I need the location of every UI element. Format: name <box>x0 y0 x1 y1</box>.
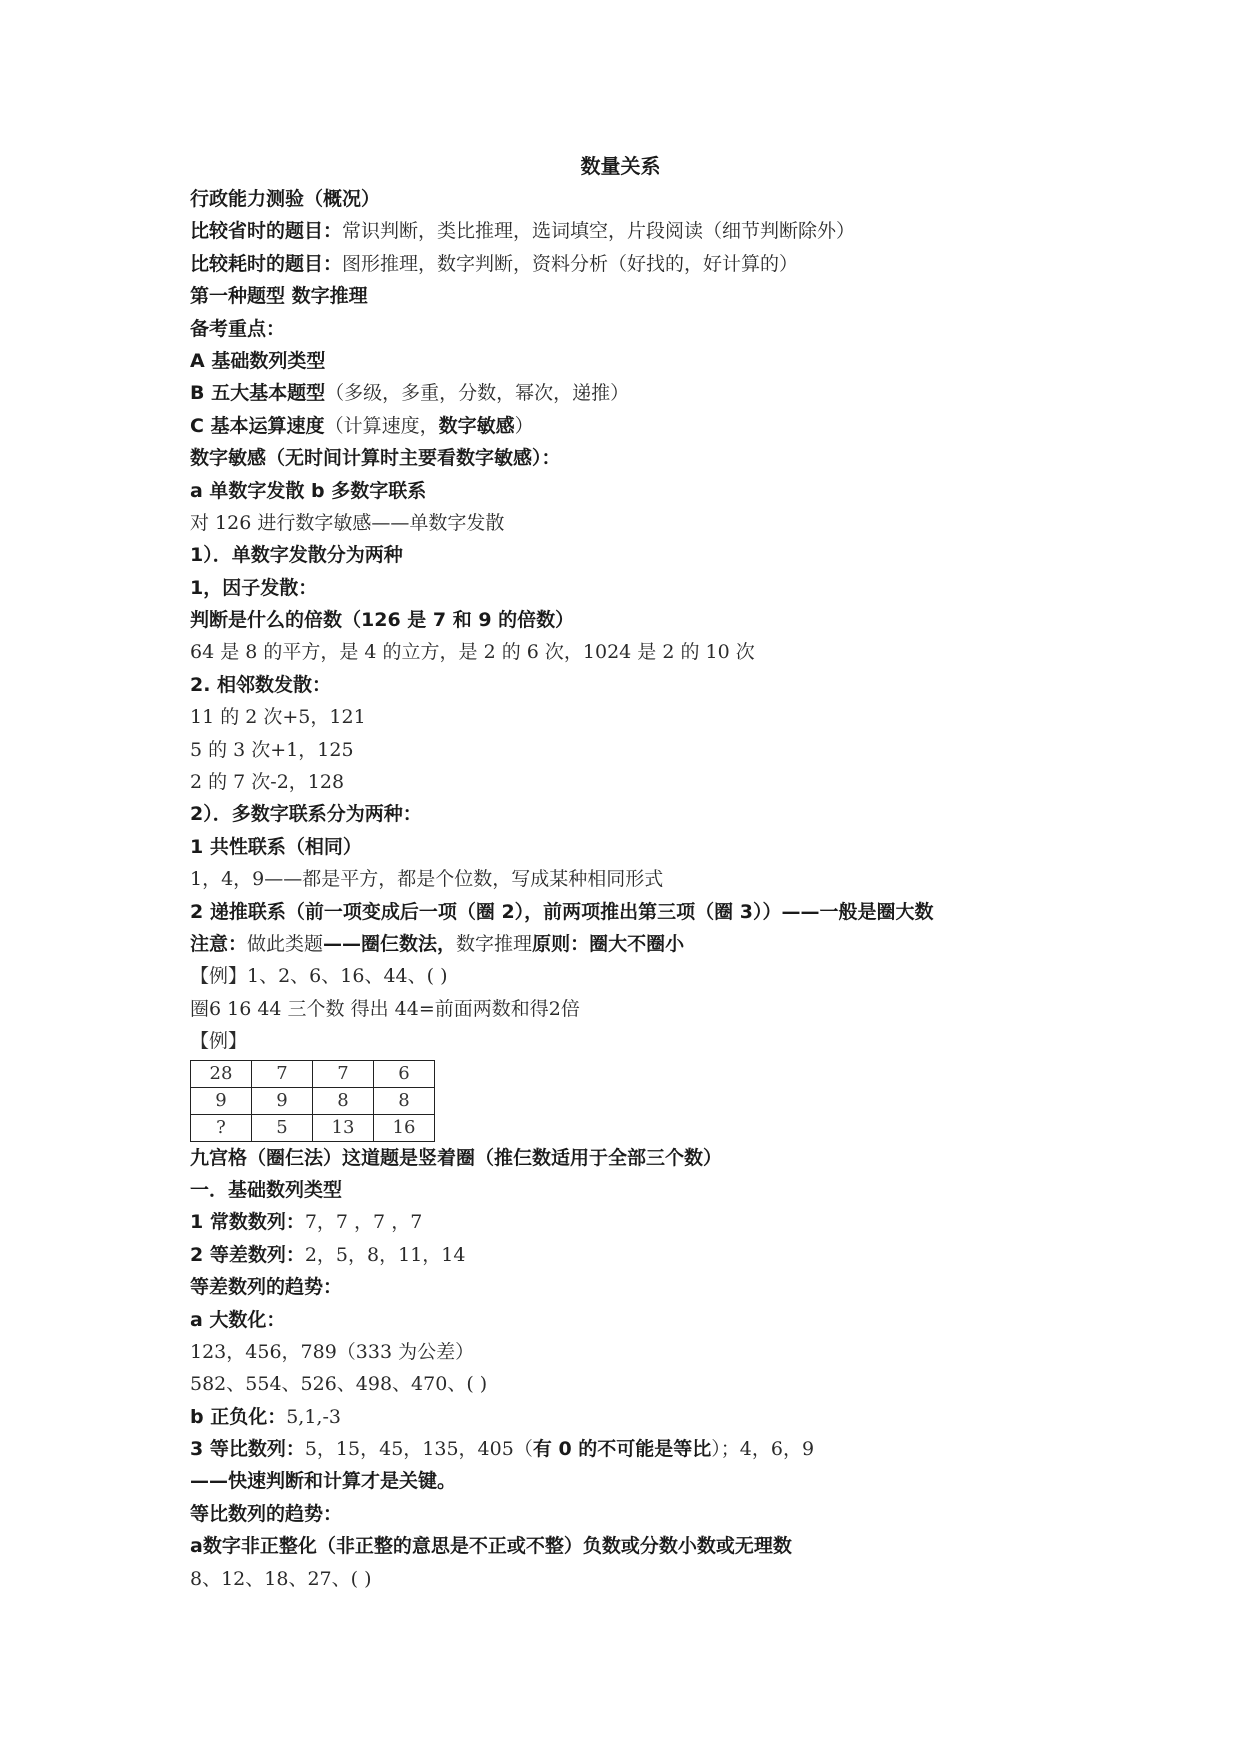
text-segment: 5,1,-3 <box>286 1405 341 1428</box>
number-grid-table <box>190 1060 435 1142</box>
text-segment: 1，4，9——都是平方，都是个位数，写成某种相同形式 <box>190 868 664 891</box>
text-segment: 判断是什么的倍数（126 是 7 和 9 的倍数） <box>190 609 575 632</box>
text-segment: 有 0 的不可能是等比 <box>532 1438 712 1461</box>
text-segment: 1 共性联系（相同） <box>190 835 362 858</box>
text-line <box>190 766 1190 798</box>
table-cell: 7 <box>313 1060 374 1087</box>
text-segment: 数字推理 <box>456 932 533 955</box>
text-line <box>190 1206 1190 1238</box>
text-segment: 1，因子发散： <box>190 576 318 599</box>
text-segment: 3 等比数列： <box>190 1438 305 1461</box>
text-line <box>190 831 1190 863</box>
text-line <box>190 1174 1190 1206</box>
text-segment: a 大数化： <box>190 1308 286 1331</box>
text-line <box>190 604 1190 636</box>
text-segment: 等比数列的趋势： <box>190 1502 343 1525</box>
text-segment: ——圈仨数法， <box>323 932 457 955</box>
text-segment: 比较省时的题目： <box>190 220 343 243</box>
text-line <box>190 572 1190 604</box>
text-segment: ——快速判断和计算才是关键。 <box>190 1470 457 1493</box>
text-line <box>190 475 1190 507</box>
text-line <box>190 377 1190 409</box>
text-line <box>190 539 1190 571</box>
table-row <box>191 1087 435 1114</box>
text-line <box>190 1368 1190 1400</box>
table-row <box>191 1060 435 1087</box>
text-segment: 582、554、526、498、470、( ) <box>190 1373 488 1396</box>
text-segment: ） <box>514 414 534 437</box>
text-segment: b 正负化： <box>190 1405 287 1428</box>
table-cell: 28 <box>191 1060 252 1087</box>
text-segment: 5，15，45，135，405（ <box>304 1438 533 1461</box>
text-line <box>190 863 1190 895</box>
text-line <box>190 248 1190 280</box>
text-segment: 比较耗时的题目： <box>190 252 343 275</box>
text-segment: 原则：圈大不圈小 <box>532 932 685 955</box>
text-segment: C 基本运算速度 <box>190 414 325 437</box>
text-segment: 2. 相邻数发散： <box>190 673 332 696</box>
text-segment: 做此类题 <box>247 932 324 955</box>
text-segment: 【例】1、2、6、16、44、( ) <box>190 965 448 988</box>
text-segment: 2）．多数字联系分为两种： <box>190 803 422 826</box>
text-line <box>190 313 1190 345</box>
text-segment: 1 常数数列： <box>190 1211 305 1234</box>
text-line <box>190 1025 1190 1057</box>
table-cell: 16 <box>374 1114 435 1141</box>
text-segment: 5 的 3 次+1，125 <box>190 738 354 761</box>
text-block-2 <box>190 1142 1190 1595</box>
text-line <box>190 993 1190 1025</box>
text-segment: 等差数列的趋势： <box>190 1276 343 1299</box>
text-segment: 数字敏感 <box>438 414 515 437</box>
text-segment: 九宫格（圈仨法）这道题是竖着圈（推仨数适用于全部三个数） <box>190 1146 723 1169</box>
text-segment: 行政能力测验（概况） <box>190 188 381 210</box>
text-line <box>190 1271 1190 1303</box>
text-segment: （计算速度， <box>324 414 439 437</box>
text-segment: 一．基础数列类型 <box>190 1178 343 1201</box>
text-segment: 2 递推联系（前一项变成后一项（圈 2），前两项推出第三项（圈 3））——一般是圈大数 <box>190 900 934 923</box>
text-line <box>190 1563 1190 1595</box>
table-row <box>191 1114 435 1141</box>
text-segment: 8、12、18、27、( ) <box>190 1567 372 1590</box>
table-cell: 9 <box>191 1087 252 1114</box>
text-line <box>190 1401 1190 1433</box>
text-segment: 数字敏感（无时间计算时主要看数字敏感）： <box>190 447 561 470</box>
text-line <box>190 507 1190 539</box>
text-line <box>190 1239 1190 1271</box>
text-line <box>190 410 1190 442</box>
text-segment: ）；4，6，9 <box>711 1438 815 1461</box>
text-line <box>190 1465 1190 1497</box>
text-line <box>190 442 1190 474</box>
text-line <box>190 1498 1190 1530</box>
table-cell: 6 <box>374 1060 435 1087</box>
text-segment: 2 的 7 次-2，128 <box>190 771 345 794</box>
document-body <box>190 183 1190 1595</box>
text-line <box>190 1336 1190 1368</box>
text-segment: 【例】 <box>190 1030 248 1053</box>
text-segment: 图形推理，数字判断，资料分析（好找的，好计算的） <box>342 252 799 275</box>
text-line <box>190 734 1190 766</box>
table-cell: 8 <box>313 1087 374 1114</box>
text-segment: B 五大基本题型 <box>190 382 326 405</box>
text-segment: 对 126 进行数字敏感——单数字发散 <box>190 511 505 534</box>
text-line <box>190 1304 1190 1336</box>
text-segment: a数字非正整化（非正整的意思是不正或不整）负数或分数小数或无理数 <box>190 1535 792 1558</box>
text-segment: 123，456，789（333 为公差） <box>190 1340 475 1363</box>
table-cell: ? <box>191 1114 252 1141</box>
table-cell: 9 <box>252 1087 313 1114</box>
text-line <box>190 280 1190 312</box>
text-line <box>190 183 1190 215</box>
table-cell: 5 <box>252 1114 313 1141</box>
text-segment: A 基础数列类型 <box>190 349 326 372</box>
text-segment: a 单数字发散 b 多数字联系 <box>190 479 427 502</box>
text-line <box>190 1433 1190 1465</box>
text-line <box>190 636 1190 668</box>
text-line <box>190 1530 1190 1562</box>
text-line <box>190 960 1190 992</box>
text-line <box>190 1142 1190 1174</box>
text-line <box>190 669 1190 701</box>
text-line <box>190 345 1190 377</box>
text-block-1 <box>190 183 1190 1058</box>
text-segment: 第一种题型 数字推理 <box>190 285 368 308</box>
text-segment: （多级，多重，分数，幂次，递推） <box>325 382 630 405</box>
text-segment: 注意： <box>190 932 248 955</box>
text-segment: 7，7 ，7 ，7 <box>304 1211 423 1234</box>
text-segment: 备考重点： <box>190 317 286 340</box>
text-segment: 11 的 2 次+5，121 <box>190 706 366 729</box>
text-line <box>190 701 1190 733</box>
text-segment: 2 等差数列： <box>190 1243 305 1266</box>
text-segment: 常识判断，类比推理，选词填空，片段阅读（细节判断除外） <box>342 220 856 243</box>
text-segment: 2，5，8，11，14 <box>304 1243 466 1266</box>
table-cell: 13 <box>313 1114 374 1141</box>
text-line <box>190 798 1190 830</box>
text-line <box>190 928 1190 960</box>
text-segment: 1）．单数字发散分为两种 <box>190 544 403 567</box>
table-cell: 7 <box>252 1060 313 1087</box>
table-cell: 8 <box>374 1087 435 1114</box>
text-segment: 圈6 16 44 三个数 得出 44=前面两数和得2倍 <box>190 997 580 1020</box>
text-line <box>190 896 1190 928</box>
page-title: 数量关系 <box>580 154 661 178</box>
text-segment: 64 是 8 的平方，是 4 的立方，是 2 的 6 次，1024 是 2 的 10 次 <box>190 641 755 664</box>
text-line <box>190 215 1190 247</box>
